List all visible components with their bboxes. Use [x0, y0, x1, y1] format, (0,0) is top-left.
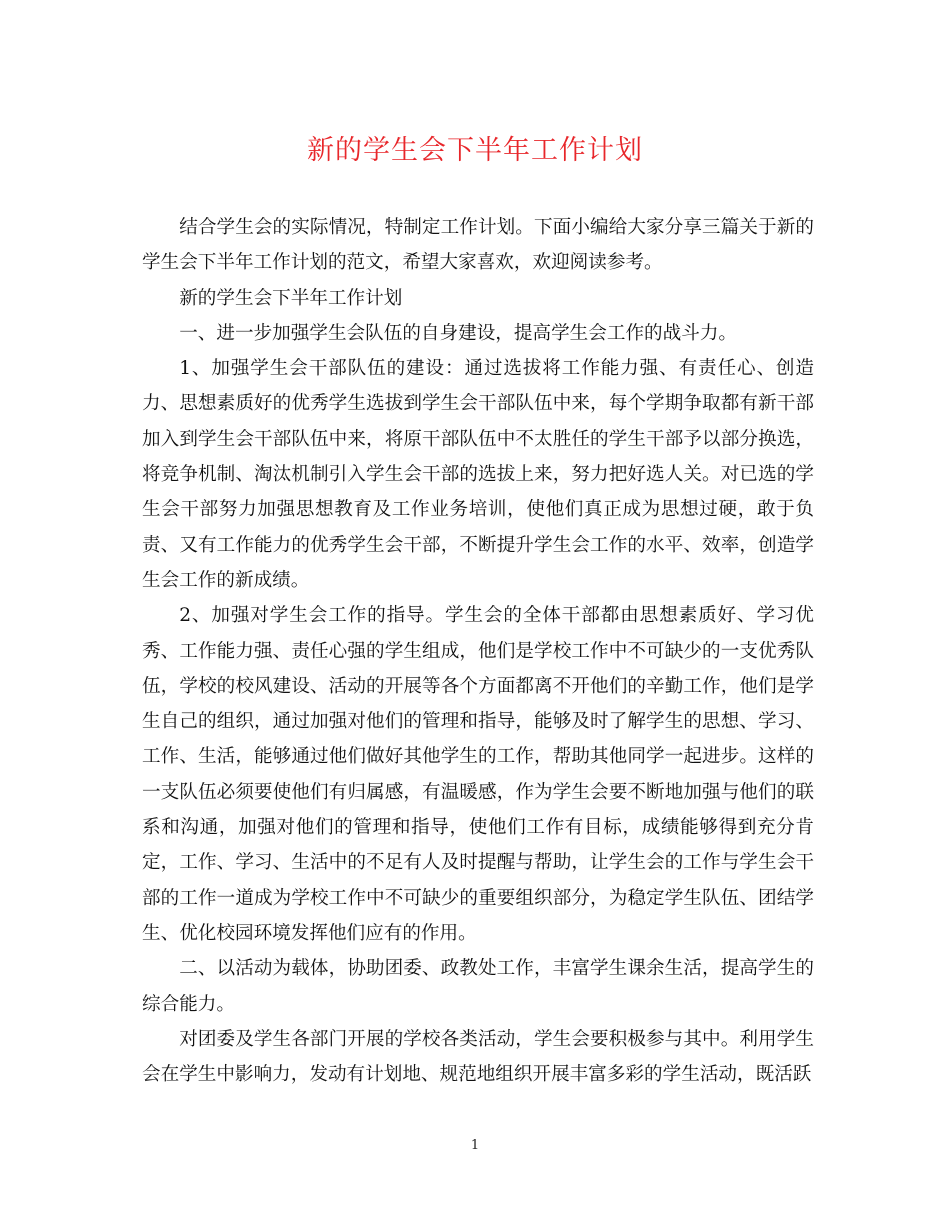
paragraph-item-2: 2、加强对学生会工作的指导。学生会的全体干部都由思想素质好、学习优秀、工作能力强、责任心强的学生组成，他们是学校工作中不可缺少的一支优秀队伍，学校的校风建设、活动的开展等各个方面都离不开他们的辛勤工作，他们是学生自己的组织，通过加强对他们的管理和指导，能够及时了解学生的思想、学习、工作、生活，能够通过他们做好其他学生的工作，帮助其他同学一起进步。这样的一支队伍必须要使他们有归属感，有温暖感，作为学生会要不断地加强与他们的联系和沟通，加强对他们的管理和指导，使他们工作有目标，成绩能够得到充分肯定，工作、学习、生活中的不足有人及时提醒与帮助，让学生会的工作与学生会干部的工作一道成为学校工作中不可缺少的重要组织部分，为稳定学生队伍、团结学生、优化校园环境发挥他们应有的作用。	[142, 605, 814, 944]
document-title: 新的学生会下半年工作计划	[307, 135, 643, 166]
paragraph-subtitle: 新的学生会下半年工作计划	[179, 287, 403, 309]
paragraph-section-2-heading: 二、以活动为载体，协助团委、政教处工作，丰富学生课余生活，提高学生的综合能力。	[142, 958, 814, 1015]
paragraph-section-1-heading: 一、进一步加强学生会队伍的自身建设，提高学生会工作的战斗力。	[179, 322, 738, 344]
paragraph-intro: 结合学生会的实际情况，特制定工作计划。下面小编给大家分享三篇关于新的学生会下半年工作计划的范文，希望大家喜欢，欢迎阅读参考。	[142, 217, 814, 274]
paragraph-activities: 对团委及学生各部门开展的学校各类活动，学生会要积极参与其中。利用学生会在学生中影响力，发动有计划地、规范地组织开展丰富多彩的学生活动，既活跃	[142, 1028, 814, 1086]
paragraph-item-1: 1、加强学生会干部队伍的建设：通过选拔将工作能力强、有责任心、创造力、思想素质好的优秀学生选拔到学生会干部队伍中来，每个学期争取都有新干部加入到学生会干部队伍中来，将原干部队伍中不太胜任的学生干部予以部分换选，将竞争机制、淘汰机制引入学生会干部的选拔上来，努力把好选人关。对已选的学生会干部努力加强思想教育及工作业务培训，使他们真正成为思想过硬，敢于负责、又有工作能力的优秀学生会干部，不断提升学生会工作的水平、效率，创造学生会工作的新成绩。	[142, 358, 814, 591]
document-body	[142, 210, 814, 1092]
page-number: 1	[470, 1138, 480, 1153]
